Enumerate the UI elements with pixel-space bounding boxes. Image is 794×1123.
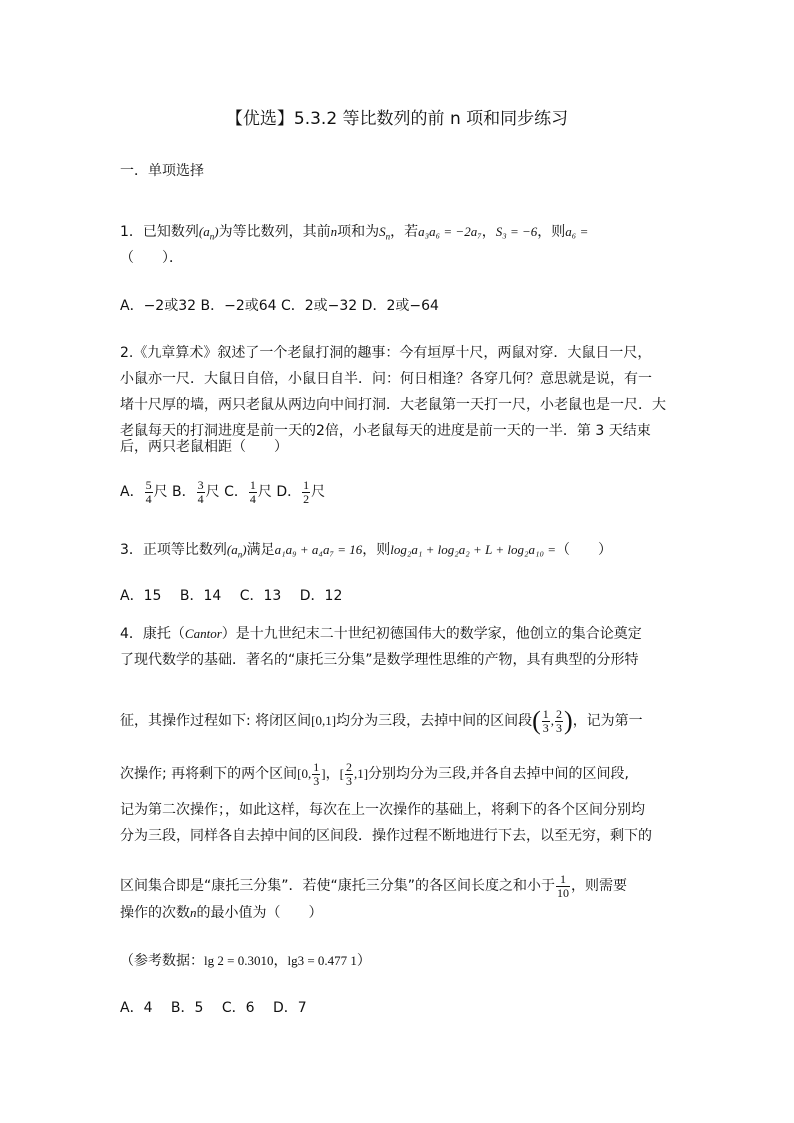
- question-target: a₆ =: [565, 224, 589, 239]
- question-2-line: 2.《九章算术》叙述了一个老鼠打洞的趣事：今有垣厚十尺，两鼠对穿．大鼠日一尺，: [120, 345, 652, 361]
- question-4-line-8: 操作的次数n的最小值为（ ）: [120, 905, 323, 921]
- question-2-line: 小鼠亦一尺．大鼠日自倍，小鼠日自半．问：何日相逢？各穿几何？意思就是说，有一: [120, 371, 652, 387]
- condition-1: a₃a₆ = −2a₇: [418, 224, 482, 239]
- question-4-line-5: 记为第二次操作；，如此这样，每次在上一次操作的基础上，将剩下的各个区间分别均: [120, 802, 645, 818]
- seq-notation: $(a_n)$: [198, 224, 219, 242]
- question-1-stem: 1．已知数列$(a_n)$为等比数列，其前n项和为$S_n$，若a₃a₆ = −2a₇，S₃ = −6，则a₆ =: [120, 224, 589, 242]
- question-4-line-3: 征，其操作过程如下: 将闭区间[0,1]均分为三段，去掉中间的区间段( $\frac{1}{3}$ , $\frac{2}{3}$ )，记为第一: [120, 706, 643, 735]
- question-1-options: A．−2或32 B．−2或64 C．2或−32 D．2或−64: [120, 298, 439, 314]
- question-4-line-6: 分为三段，同样各自去掉中间的区间段．操作过程不断地进行下去，以至无穷，剩下的: [120, 828, 652, 844]
- fraction-one-quarter: $\frac{1}{4}$: [249, 477, 256, 506]
- question-3-stem: 3．正项等比数列$(a_n)$满足a₁a₉ + a₄a₇ = 16，则log₂a₁ + log₂a₂ + L + log₂a₁₀ =（ ）: [120, 542, 613, 560]
- question-3-options: A．15 B．14 C．13 D．12: [120, 588, 343, 604]
- question-2-line: 堵十尺厚的墙，两只老鼠从两边向中间打洞．大老鼠第一天打一尺，小老鼠也是一尺．大: [120, 397, 666, 413]
- fraction-one-tenth: $\frac{1}{10}$: [557, 871, 570, 900]
- question-1-paren: （ ）．: [120, 250, 183, 266]
- log-expression: log₂a₁ + log₂a₂ + L + log₂a₁₀ =: [390, 542, 557, 557]
- question-4-line-2: 了现代数学的基础．著名的“康托三分集”是数学理性思维的产物，具有典型的分形特: [120, 652, 639, 668]
- fraction-five-quarters: $\frac{5}{4}$: [145, 477, 152, 506]
- page-title: 【优选】5.3.2 等比数列的前 n 项和同步练习: [225, 109, 569, 129]
- condition: a₁a₉ + a₄a₇ = 16: [274, 542, 363, 557]
- question-2-line: 后，两只老鼠相距（ ）: [120, 439, 288, 455]
- reference-data: （参考数据：lg 2 = 0.3010，lg3 = 0.477 1）: [120, 953, 371, 969]
- question-4-options: A．4 B．5 C．6 D．7: [120, 1000, 307, 1016]
- fraction-three-quarters: $\frac{3}{4}$: [197, 477, 204, 506]
- condition-2: S₃ = −6: [495, 224, 538, 239]
- fraction-one-half: $\frac{1}{2}$: [303, 477, 310, 506]
- question-2-options: A． $\frac{5}{4}$ 尺 B． $\frac{3}{4}$ 尺 C． $\frac{1}{4}$ 尺 D． $\frac{1}{2}$ 尺: [120, 477, 326, 506]
- closed-interval: [0,1]: [311, 713, 337, 728]
- question-4-line-4: 次操作; 再将剩下的两个区间[0, $\frac{1}{3}$ ]，[ $\frac{2}{3}$ ,1]分别均分为三段,并各自去掉中间的区间段,: [120, 759, 629, 788]
- question-4-line-1: 4．康托（Cantor）是十九世纪末二十世纪初德国伟大的数学家，他创立的集合论奠定: [120, 626, 642, 642]
- question-2-line: 老鼠每天的打洞进度是前一天的2倍，小老鼠每天的进度是前一天的一半．第 3 天结束: [120, 423, 651, 439]
- question-4-line-7: 区间集合即是“康托三分集”．若使“康托三分集”的各区间长度之和小于 $\frac{1}{10}$ ，则需要: [120, 871, 628, 900]
- section-heading: 一．单项选择: [120, 163, 204, 179]
